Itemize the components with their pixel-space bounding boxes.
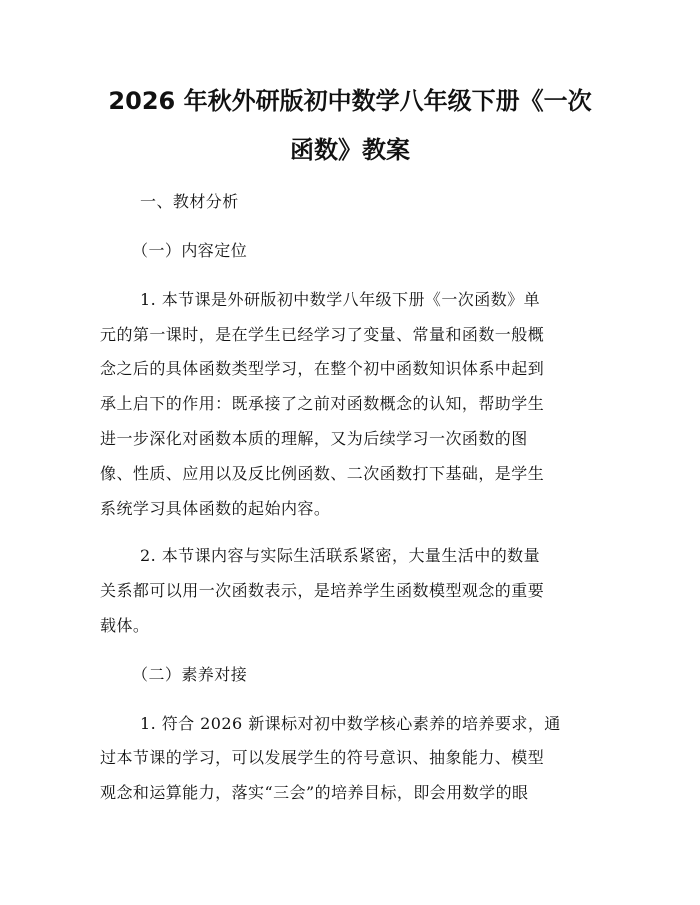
paragraph-1-line-5: 进一步深化对函数本质的理解，又为后续学习一次函数的图 [100,429,528,448]
subsection-heading-literacy-alignment: （二）素养对接 [132,665,248,684]
paragraph-1-line-1: 1. 本节课是外研版初中数学八年级下册《一次函数》单 [140,290,541,309]
paragraph-3-line-2: 过本节课的学习，可以发展学生的符号意识、抽象能力、模型 [100,748,545,767]
subsection-heading-content-positioning: （一）内容定位 [132,241,248,260]
paragraph-2-line-3: 载体。 [100,616,150,635]
paragraph-3-line-1: 1. 符合 2026 新课标对初中数学核心素养的培养要求，通 [140,714,561,733]
document-title-line-1: 2026 年秋外研版初中数学八年级下册《一次 [108,87,592,115]
paragraph-2-line-1: 2. 本节课内容与实际生活联系紧密，大量生活中的数量 [140,546,541,565]
paragraph-1-line-6: 像、性质、应用以及反比例函数、二次函数打下基础，是学生 [100,464,545,483]
paragraph-2-line-2: 关系都可以用一次函数表示，是培养学生函数模型观念的重要 [100,581,545,600]
section-heading-textbook-analysis: 一、教材分析 [140,192,239,211]
paragraph-1-line-3: 念之后的具体函数类型学习，在整个初中函数知识体系中起到 [100,359,545,378]
paragraph-1-line-2: 元的第一课时，是在学生已经学习了变量、常量和函数一般概 [100,325,545,344]
paragraph-1-line-7: 系统学习具体函数的起始内容。 [100,499,331,518]
paragraph-1-line-4: 承上启下的作用：既承接了之前对函数概念的认知，帮助学生 [100,394,545,413]
document-title-line-2: 函数》教案 [290,136,410,164]
paragraph-3-line-3: 观念和运算能力，落实“三会”的培养目标，即会用数学的眼 [100,783,529,802]
